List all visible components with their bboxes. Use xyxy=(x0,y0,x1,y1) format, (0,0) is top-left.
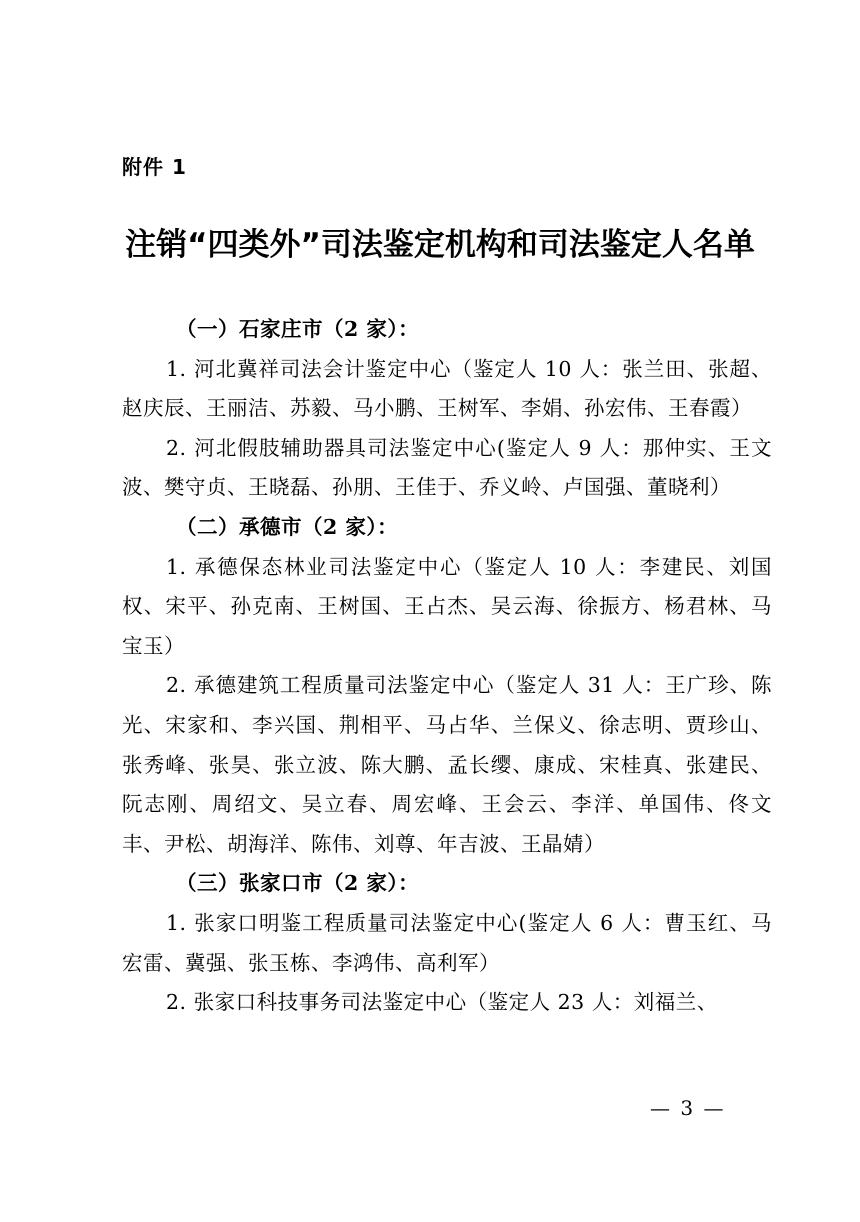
document-body xyxy=(122,310,772,1023)
list-item: 1. 承德保态林业司法鉴定中心（鉴定人 10 人：李建民、刘国权、宋平、孙克南、王树国、王占杰、吴云海、徐振方、杨君林、马宝玉） xyxy=(122,554,772,658)
section-heading-chengde: （二）承德市（2 家）： xyxy=(176,514,399,539)
attachment-label: 附件 1 xyxy=(122,155,187,179)
page-number: — 3 — xyxy=(650,1096,726,1120)
document-title: 注销“四类外”司法鉴定机构和司法鉴定人名单 xyxy=(125,227,755,263)
list-item: 2. 承德建筑工程质量司法鉴定中心（鉴定人 31 人：王广珍、陈光、宋家和、李兴国、荆相平、马占华、兰保义、徐志明、贾珍山、张秀峰、张昊、张立波、陈大鹏、孟长缨、康成、宋桂真、张建民、阮志刚、周绍文、吴立春、周宏峰、王会云、李洋、单国伟、佟文丰、尹松、胡海洋、陈伟、刘尊、年吉波、王晶婧） xyxy=(122,673,772,856)
list-item: 2. 河北假肢辅助器具司法鉴定中心(鉴定人 9 人：那仲实、王文波、樊守贞、王晓磊、孙朋、王佳于、乔义岭、卢国强、董晓利） xyxy=(122,435,772,500)
section-heading-shijiazhuang: （一）石家庄市（2 家）： xyxy=(176,317,420,341)
list-item: 1. 河北冀祥司法会计鉴定中心（鉴定人 10 人：张兰田、张超、赵庆辰、王丽洁、苏毅、马小鹏、王树军、李娟、孙宏伟、王春霞） xyxy=(122,356,772,421)
list-item: 2. 张家口科技事务司法鉴定中心（鉴定人 23 人：刘福兰、 xyxy=(166,990,718,1015)
list-item: 1. 张家口明鉴工程质量司法鉴定中心(鉴定人 6 人：曹玉红、马宏雷、冀强、张玉栋、李鸿伟、高利军） xyxy=(122,910,772,975)
section-heading-zhangjiakou: （三）张家口市（2 家）： xyxy=(176,871,420,896)
